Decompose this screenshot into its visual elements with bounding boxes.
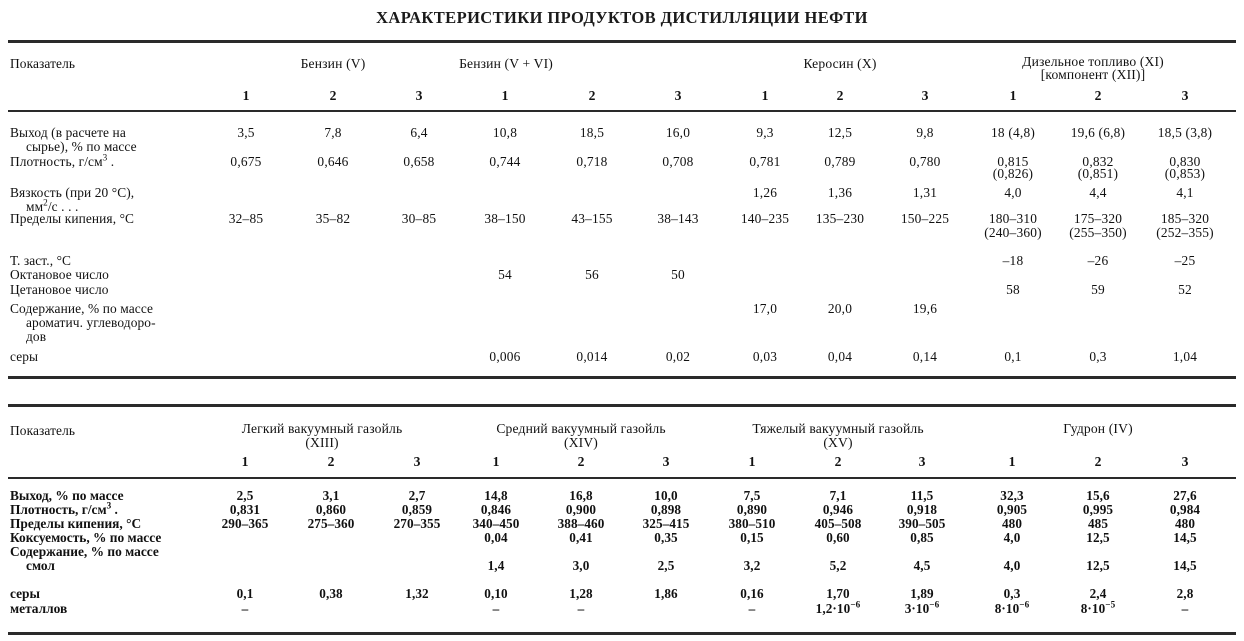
table1-cell-r0-c6: 9,3	[756, 125, 774, 140]
table1-column-number-6: 1	[761, 88, 769, 103]
table2-cell-r5-c7: 1,70	[826, 586, 850, 601]
table1-cell-r4-c11: 185–320	[1160, 211, 1210, 226]
table1-cell-r4-c3: 38–150	[484, 211, 526, 226]
table1-cell-r8-c10: 59	[1091, 282, 1105, 297]
table1-cell-r1-c8: 0,780	[909, 154, 941, 169]
table2-cell-r0-c5: 10,0	[654, 488, 678, 503]
table1-cell-r10-c7: 0,04	[827, 349, 853, 364]
table2-cell-r6-c9: $8\cdot 10^{-6}$	[994, 599, 1030, 616]
table2-cell-r0-c11: 27,6	[1173, 488, 1197, 503]
table2-row-0-label-0: Выход, % по массе	[10, 488, 124, 503]
table1-row-3-label-1: $мм^2/с$ . . .	[26, 197, 79, 214]
table1-cell-r7-c4: 56	[585, 267, 599, 282]
table2-cell-r0-c1: 3,1	[322, 488, 340, 503]
table2-column-number-3: 1	[492, 454, 500, 469]
table1-cell-r3-c8: 1,31	[912, 185, 938, 200]
table1-cell-r4-c0: 32–85	[228, 211, 264, 226]
table1-cell-r1-c4: 0,718	[576, 154, 608, 169]
table2-group-header-2-line2: (XV)	[823, 435, 853, 450]
table1-row-4-label-0: Пределы кипения, °С	[10, 211, 135, 226]
table1-row-7-label-0: Октановое число	[10, 267, 109, 282]
table2-group-header-0-line1: Легкий вакуумный газойль	[241, 421, 403, 436]
table1-cell-r0-c0: 3,5	[237, 125, 255, 140]
table2-column-number-9: 1	[1008, 454, 1016, 469]
table1-cell-r1-c7: 0,789	[824, 154, 856, 169]
table1-cell-r8-c9: 58	[1006, 282, 1020, 297]
table2-cell-r5-c8: 1,89	[910, 586, 934, 601]
table1-cell-r5-c9: (240–360)	[984, 225, 1042, 240]
table2-cell-r1-c6: 0,890	[736, 502, 768, 517]
table1-cell-r10-c8: 0,14	[912, 349, 938, 364]
table2-bottom-rule	[8, 632, 1236, 635]
table2-cell-r0-c6: 7,5	[743, 488, 761, 503]
table1-cell-r1-c10: 0,832	[1082, 154, 1114, 169]
table2-cell-r4-c5: 2,5	[657, 558, 675, 573]
table2-cell-r5-c9: 0,3	[1003, 586, 1021, 601]
table2-cell-r4-c3: 1,4	[487, 558, 505, 573]
table2-cell-r0-c4: 16,8	[569, 488, 593, 503]
table2-cell-r4-c11: 14,5	[1173, 558, 1197, 573]
table1-cell-r0-c1: 7,8	[324, 125, 342, 140]
table2-cell-r3-c11: 14,5	[1173, 530, 1197, 545]
table1-column-number-1: 2	[329, 88, 337, 103]
table1-row-1-label-0: Плотность, $г/см^3$ .	[10, 152, 115, 169]
table1-column-number-2: 3	[415, 88, 423, 103]
table2-cell-r3-c4: 0,41	[569, 530, 593, 545]
table2-cell-r3-c5: 0,35	[654, 530, 678, 545]
table1-cell-r5-c11: (252–355)	[1156, 225, 1214, 240]
table2-cell-r6-c7: $1,2\cdot 10^{-6}$	[815, 599, 861, 616]
table2-cell-r3-c6: 0,15	[740, 530, 764, 545]
table2-stub-header: Показатель	[10, 423, 76, 438]
table1-cell-r0-c8: 9,8	[916, 125, 934, 140]
table2-header-rule	[8, 477, 1236, 479]
table1-row-9-label-1: ароматич. углеводоро-	[26, 315, 156, 330]
table2-cell-r0-c8: 11,5	[910, 488, 934, 503]
table1-cell-r10-c9: 0,1	[1004, 349, 1022, 364]
table2-row-1-label-0: Плотность, $г/см^3$ .	[10, 500, 118, 517]
table2-column-number-11: 3	[1181, 454, 1189, 469]
table2-cell-r1-c2: 0,859	[401, 502, 433, 517]
table2-cell-r1-c0: 0,831	[229, 502, 261, 517]
table1-cell-r4-c2: 30–85	[401, 211, 437, 226]
table1-row-6-label-0: Т. заст., °С	[10, 253, 72, 268]
table1-cell-r2-c9: (0,826)	[992, 166, 1034, 181]
table2-cell-r2-c4: 388–460	[557, 516, 605, 531]
table2-cell-r4-c6: 3,2	[743, 558, 761, 573]
table1-bottom-rule	[8, 376, 1236, 379]
table1-column-number-3: 1	[501, 88, 509, 103]
table2-row-3-label-0: Коксуемость, % по массе	[10, 530, 162, 545]
table1-cell-r4-c9: 180–310	[988, 211, 1038, 226]
table1-row-8-label-0: Цетановое число	[10, 282, 109, 297]
table2-cell-r2-c5: 325–415	[642, 516, 690, 531]
table1-cell-r1-c1: 0,646	[317, 154, 349, 169]
table2-row-4-label-0: Содержание, % по массе	[10, 544, 159, 559]
table1-cell-r10-c5: 0,02	[665, 349, 691, 364]
table1-column-number-4: 2	[588, 88, 596, 103]
table2-cell-r5-c2: 1,32	[405, 586, 429, 601]
table2-group-header-1-line1: Средний вакуумный газойль	[496, 421, 666, 436]
table2-column-number-5: 3	[662, 454, 670, 469]
table1-row-9-label-2: дов	[26, 329, 47, 344]
table2-cell-r3-c9: 4,0	[1003, 530, 1021, 545]
table1-cell-r4-c5: 38–143	[657, 211, 699, 226]
table1-row-0-label-1: сырье), % по массе	[26, 139, 137, 154]
table1-cell-r10-c6: 0,03	[752, 349, 778, 364]
table2-column-number-7: 2	[834, 454, 842, 469]
table1-cell-r6-c11: –25	[1174, 253, 1196, 268]
table2-cell-r6-c6: –	[748, 601, 756, 616]
table2-cell-r6-c3: –	[492, 601, 500, 616]
table1-group-header-2-line1: Керосин (X)	[803, 56, 877, 71]
table1-cell-r10-c3: 0,006	[489, 349, 521, 364]
table2-column-number-8: 3	[918, 454, 926, 469]
table1-cell-r1-c5: 0,708	[662, 154, 694, 169]
table1-cell-r2-c10: (0,851)	[1077, 166, 1119, 181]
table2-cell-r3-c10: 12,5	[1086, 530, 1110, 545]
table1-cell-r10-c10: 0,3	[1089, 349, 1107, 364]
table2-cell-r5-c0: 0,1	[236, 586, 254, 601]
table1-row-10-label-0: серы	[10, 349, 39, 364]
table1-cell-r6-c10: –26	[1087, 253, 1109, 268]
table1-cell-r2-c11: (0,853)	[1164, 166, 1206, 181]
table2-cell-r3-c8: 0,85	[910, 530, 934, 545]
table1-cell-r4-c6: 140–235	[740, 211, 790, 226]
table2-row-6-label-0: металлов	[10, 601, 68, 616]
table2-cell-r5-c11: 2,8	[1176, 586, 1194, 601]
table2-cell-r6-c4: –	[577, 601, 585, 616]
table2-cell-r0-c10: 15,6	[1086, 488, 1110, 503]
table1-cell-r1-c6: 0,781	[749, 154, 781, 169]
table2-cell-r2-c9: 480	[1001, 516, 1023, 531]
table1-cell-r6-c9: –18	[1002, 253, 1024, 268]
table2-cell-r1-c5: 0,898	[650, 502, 682, 517]
table1-column-number-8: 3	[921, 88, 929, 103]
table2-group-header-2-line1: Тяжелый вакуумный газойль	[752, 421, 924, 436]
table1-cell-r9-c7: 20,0	[827, 301, 853, 316]
table1-cell-r10-c11: 1,04	[1172, 349, 1198, 364]
table1-cell-r3-c7: 1,36	[827, 185, 853, 200]
table1-column-number-0: 1	[242, 88, 250, 103]
table2-cell-r1-c7: 0,946	[822, 502, 854, 517]
table1-cell-r0-c4: 18,5	[579, 125, 605, 140]
table2-column-number-10: 2	[1094, 454, 1102, 469]
table1-cell-r0-c11: 18,5 (3,8)	[1157, 125, 1213, 140]
table1-cell-r5-c10: (255–350)	[1069, 225, 1127, 240]
table1-column-number-5: 3	[674, 88, 682, 103]
table1-cell-r3-c6: 1,26	[752, 185, 778, 200]
table1-column-number-11: 3	[1181, 88, 1189, 103]
table2-cell-r1-c11: 0,984	[1169, 502, 1201, 517]
table2-column-number-4: 2	[577, 454, 585, 469]
table2-cell-r4-c4: 3,0	[572, 558, 590, 573]
table2-group-header-0-line2: (XIII)	[305, 435, 339, 450]
table1-header-rule	[8, 110, 1236, 112]
table1-cell-r10-c4: 0,014	[576, 349, 608, 364]
table1-cell-r8-c11: 52	[1178, 282, 1192, 297]
table1-cell-r4-c10: 175–320	[1073, 211, 1123, 226]
table2-cell-r4-c10: 12,5	[1086, 558, 1110, 573]
table2-column-number-2: 3	[413, 454, 421, 469]
table2-top-rule	[8, 404, 1236, 407]
table2-cell-r5-c1: 0,38	[319, 586, 343, 601]
table1-cell-r0-c3: 10,8	[492, 125, 518, 140]
table2-cell-r0-c0: 2,5	[236, 488, 254, 503]
table2-cell-r2-c7: 405–508	[814, 516, 862, 531]
table2-group-header-1-line2: (XIV)	[564, 435, 598, 450]
table2-cell-r5-c3: 0,10	[484, 586, 508, 601]
table2-cell-r6-c0: –	[241, 601, 249, 616]
table1-cell-r9-c6: 17,0	[752, 301, 778, 316]
table1-cell-r1-c0: 0,675	[230, 154, 262, 169]
table1-cell-r1-c9: 0,815	[997, 154, 1029, 169]
table1-cell-r0-c7: 12,5	[827, 125, 853, 140]
table1-cell-r1-c3: 0,744	[489, 154, 521, 169]
table2-cell-r4-c7: 5,2	[829, 558, 847, 573]
table2-cell-r6-c10: $8\cdot 10^{-5}$	[1080, 599, 1116, 616]
table2-cell-r6-c11: –	[1181, 601, 1189, 616]
table1-row-0-label-0: Выход (в расчете на	[10, 125, 126, 140]
table1-cell-r1-c11: 0,830	[1169, 154, 1201, 169]
table2-cell-r1-c1: 0,860	[315, 502, 347, 517]
table2-cell-r5-c10: 2,4	[1089, 586, 1107, 601]
table2-cell-r2-c8: 390–505	[898, 516, 946, 531]
table1-cell-r7-c3: 54	[498, 267, 512, 282]
table1-cell-r0-c2: 6,4	[410, 125, 428, 140]
table2-cell-r3-c3: 0,04	[484, 530, 508, 545]
table1-cell-r4-c7: 135–230	[815, 211, 865, 226]
table2-column-number-6: 1	[748, 454, 756, 469]
table2-cell-r1-c3: 0,846	[480, 502, 512, 517]
table2-cell-r0-c3: 14,8	[484, 488, 508, 503]
table1-cell-r4-c4: 43–155	[571, 211, 613, 226]
table2-cell-r3-c7: 0,60	[826, 530, 850, 545]
table2-row-2-label-0: Пределы кипения, °С	[10, 516, 142, 531]
table2-cell-r2-c6: 380–510	[728, 516, 776, 531]
table1-cell-r1-c2: 0,658	[403, 154, 435, 169]
table2-cell-r2-c1: 275–360	[307, 516, 355, 531]
table2-group-header-3-line1: Гудрон (IV)	[1063, 421, 1133, 436]
table2-column-number-0: 1	[241, 454, 249, 469]
page-title: ХАРАКТЕРИСТИКИ ПРОДУКТОВ ДИСТИЛЛЯЦИИ НЕФТИ	[376, 8, 868, 27]
table2-cell-r2-c10: 485	[1087, 516, 1109, 531]
table2-column-number-1: 2	[327, 454, 335, 469]
table1-stub-header: Показатель	[10, 56, 76, 71]
table1-group-header-3-line1: Дизельное топливо (XI)	[1022, 54, 1164, 69]
table2-cell-r4-c8: 4,5	[913, 558, 931, 573]
table2-cell-r0-c9: 32,3	[1000, 488, 1024, 503]
table2-cell-r1-c4: 0,900	[565, 502, 597, 517]
table1-column-number-7: 2	[836, 88, 844, 103]
table1-cell-r3-c11: 4,1	[1176, 185, 1194, 200]
table1-cell-r9-c8: 19,6	[912, 301, 938, 316]
table1-group-header-1-line1: Бензин (V + VI)	[459, 56, 553, 71]
table2-cell-r0-c2: 2,7	[408, 488, 426, 503]
table2-cell-r5-c5: 1,86	[654, 586, 678, 601]
table1-cell-r0-c5: 16,0	[665, 125, 691, 140]
table2-cell-r2-c3: 340–450	[472, 516, 520, 531]
table2-row-4-label-1: смол	[26, 558, 55, 573]
table1-group-header-3-line2: [компонент (XII)]	[1040, 67, 1146, 82]
table2-cell-r4-c9: 4,0	[1003, 558, 1021, 573]
table2-cell-r5-c6: 0,16	[740, 586, 764, 601]
table1-group-header-0-line1: Бензин (V)	[300, 56, 366, 71]
table1-cell-r0-c10: 19,6 (6,8)	[1070, 125, 1126, 140]
table1-cell-r4-c1: 35–82	[315, 211, 351, 226]
table1-cell-r0-c9: 18 (4,8)	[991, 125, 1035, 140]
table2-cell-r2-c2: 270–355	[393, 516, 441, 531]
table2-cell-r1-c10: 0,995	[1082, 502, 1114, 517]
table2-cell-r6-c8: $3\cdot 10^{-6}$	[904, 599, 940, 616]
table1-cell-r7-c5: 50	[671, 267, 685, 282]
table1-row-9-label-0: Содержание, % по массе	[10, 301, 154, 316]
table1-column-number-9: 1	[1009, 88, 1017, 103]
table1-top-rule	[8, 40, 1236, 43]
table2-cell-r2-c11: 480	[1174, 516, 1196, 531]
table1-cell-r3-c10: 4,4	[1089, 185, 1107, 200]
table1-cell-r4-c8: 150–225	[900, 211, 950, 226]
table1-cell-r3-c9: 4,0	[1004, 185, 1022, 200]
table1-column-number-10: 2	[1094, 88, 1102, 103]
table2-cell-r5-c4: 1,28	[569, 586, 593, 601]
table2-cell-r1-c8: 0,918	[906, 502, 938, 517]
table2-cell-r1-c9: 0,905	[996, 502, 1028, 517]
table2-cell-r0-c7: 7,1	[829, 488, 847, 503]
table2-row-5-label-0: серы	[10, 586, 40, 601]
table1-row-3-label-0: Вязкость (при 20 °C),	[10, 185, 135, 200]
table2-cell-r2-c0: 290–365	[221, 516, 269, 531]
